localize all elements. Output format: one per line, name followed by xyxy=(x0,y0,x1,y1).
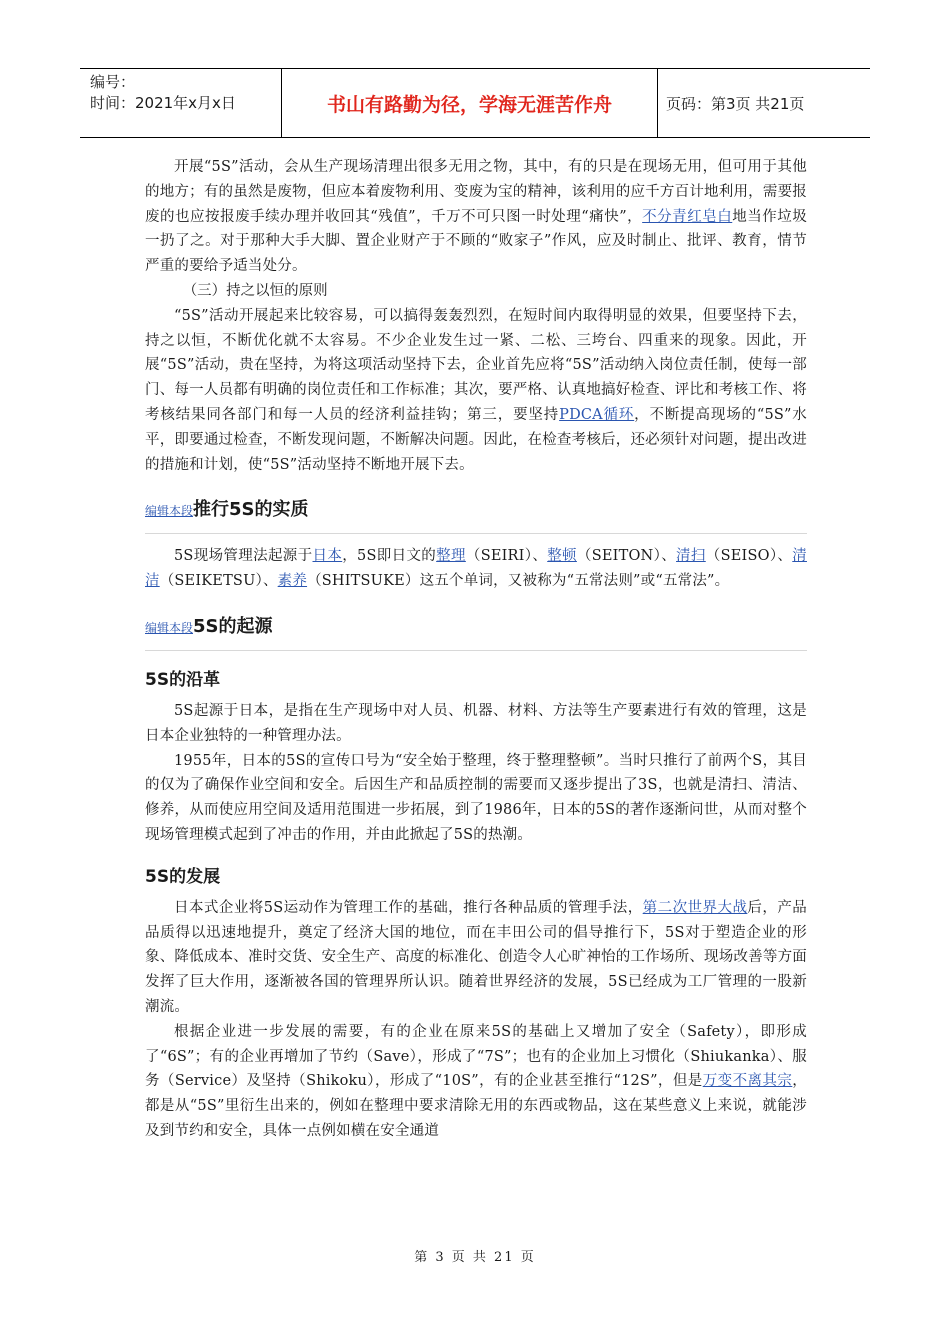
page-header xyxy=(80,68,870,138)
document-body xyxy=(145,155,807,1144)
section-heading-origin: 编辑本段5S的起源 xyxy=(145,615,273,637)
link-seiri[interactable]: 整理 xyxy=(436,548,466,565)
link-wanbian[interactable]: 万变不离其宗 xyxy=(702,1073,793,1090)
number-label: 编号： xyxy=(90,73,136,91)
history-paragraph-1: 5S起源于日本，是指在生产现场中对人员、机器、材料、方法等生产要素进行有效的管理，这是日本企业独特的一种管理办法。 xyxy=(145,702,807,744)
link-ww2[interactable]: 第二次世界大战 xyxy=(642,899,748,916)
link-bufen[interactable]: 不分青红皂白 xyxy=(642,208,733,225)
link-seiton[interactable]: 整顿 xyxy=(547,548,577,565)
intro-paragraph-2: “5S”活动开展起来比较容易，可以搞得轰轰烈烈，在短时间内取得明显的效果，但要坚持下去，持之以恒，不断优化就不太容易。不少企业发生过一紧、二松、三垮台、四重来的现象。因此，开展“5S”活动，贵在坚持，为将这项活动坚持下去，企业首先应将“5S”活动纳入岗位责任制，使每一部门、每一人员都有明确的岗位责任和工作标准；其次，要严格、认真地搞好检查、评比和考核工作、将考核结果同各部门和每一人员的经济利益挂钩；第三，要坚持PDCA循环，不断提高现场的“5S”水平，即要通过检查，不断发现问题，不断解决问题。因此，在检查考核后，还必须针对问题，提出改进的措施和计划，使“5S”活动坚持不断地开展下去。 xyxy=(145,307,807,473)
principle-heading: （三）持之以恒的原则 xyxy=(182,282,328,299)
section-divider xyxy=(145,650,807,651)
history-paragraph-2: 1955年，日本的5S的宣传口号为“安全始于整理，终于整理整顿”。当时只推行了前两个S，其目的仅为了确保作业空间和安全。后因生产和品质控制的需要而又逐步提出了3S，也就是清扫、清洁、修养，从而使应用空间及适用范围进一步拓展，到了1986年，日本的5S的著作逐渐问世，从而对整个现场管理模式起到了冲击的作用，并由此掀起了5S的热潮。 xyxy=(145,752,807,843)
header-meta xyxy=(80,69,282,137)
intro-paragraph-1: 开展“5S”活动，会从生产现场清理出很多无用之物，其中，有的只是在现场无用，但可用于其他的地方；有的虽然是废物，但应本着废物利用、变废为宝的精神，该利用的应千方百计地利用，需要报废的也应按报废手续办理并收回其“残值”，千万不可只图一时处理“痛快”，不分青红皂白地当作垃圾一扔了之。对于那种大手大脚、置企业财产于不顾的“败家子”作风，应及时制止、批评、教育，情节严重的要给予适当处分。 xyxy=(145,159,808,275)
header-motto: 书山有路勤为径，学海无涯苦作舟 xyxy=(282,69,658,137)
subheading-development: 5S的发展 xyxy=(145,866,221,887)
link-pdca[interactable]: PDCA循环 xyxy=(559,406,635,423)
section-divider xyxy=(145,533,807,534)
edit-section-link[interactable]: 编辑本段 xyxy=(145,504,194,519)
edit-section-link[interactable]: 编辑本段 xyxy=(145,620,194,635)
header-page-label: 页码：第3页 共21页 xyxy=(666,94,805,113)
link-shitsuke[interactable]: 素养 xyxy=(277,573,308,590)
link-seiketsu[interactable]: 清洁 xyxy=(145,548,807,590)
section-heading-essence: 编辑本段推行5S的实质 xyxy=(145,499,309,521)
subheading-history: 5S的沿革 xyxy=(145,669,221,690)
development-paragraph-1: 日本式企业将5S运动作为管理工作的基础，推行各种品质的管理手法，第二次世界大战后，产品品质得以迅速地提升，奠定了经济大国的地位，而在丰田公司的倡导推行下，5S对于塑造企业的形象、降低成本、准时交货、安全生产、高度的标准化、创造令人心旷神怡的工作场所、现场改善等方面发挥了巨大作用，逐渐被各国的管理界所认识。随着世界经济的发展，5S已经成为工厂管理的一股新潮流。 xyxy=(145,899,807,1015)
link-seiso[interactable]: 清扫 xyxy=(676,548,706,565)
page-footer: 第 3 页 共 21 页 xyxy=(414,1250,536,1265)
development-paragraph-2: 根据企业进一步发展的需要，有的企业在原来5S的基础上又增加了安全（Safety），即形成了“6S”；有的企业再增加了节约（Save），形成了“7S”；也有的企业加上习惯化（Shiukanka）、服务（Service）及坚持（Shikoku），形成了“10S”，有的企业甚至推行“12S”，但是万变不离其宗，都是从“5S”里衍生出来的，例如在整理中要求清除无用的东西或物品，这在某些意义上来说，就能涉及到节约和安全，具体一点例如横在安全通道 xyxy=(145,1023,807,1139)
date-label: 时间：2021年x月x日 xyxy=(90,94,236,112)
link-japan[interactable]: 日本 xyxy=(312,548,343,565)
essence-paragraph: 5S现场管理法起源于日本，5S即日文的整理（SEIRI）、整顿（SEITON）、清扫（SEISO）、清洁（SEIKETSU）、素养（SHITSUKE）这五个单词，又被称为“五常法则”或“五常法”。 xyxy=(145,548,807,590)
